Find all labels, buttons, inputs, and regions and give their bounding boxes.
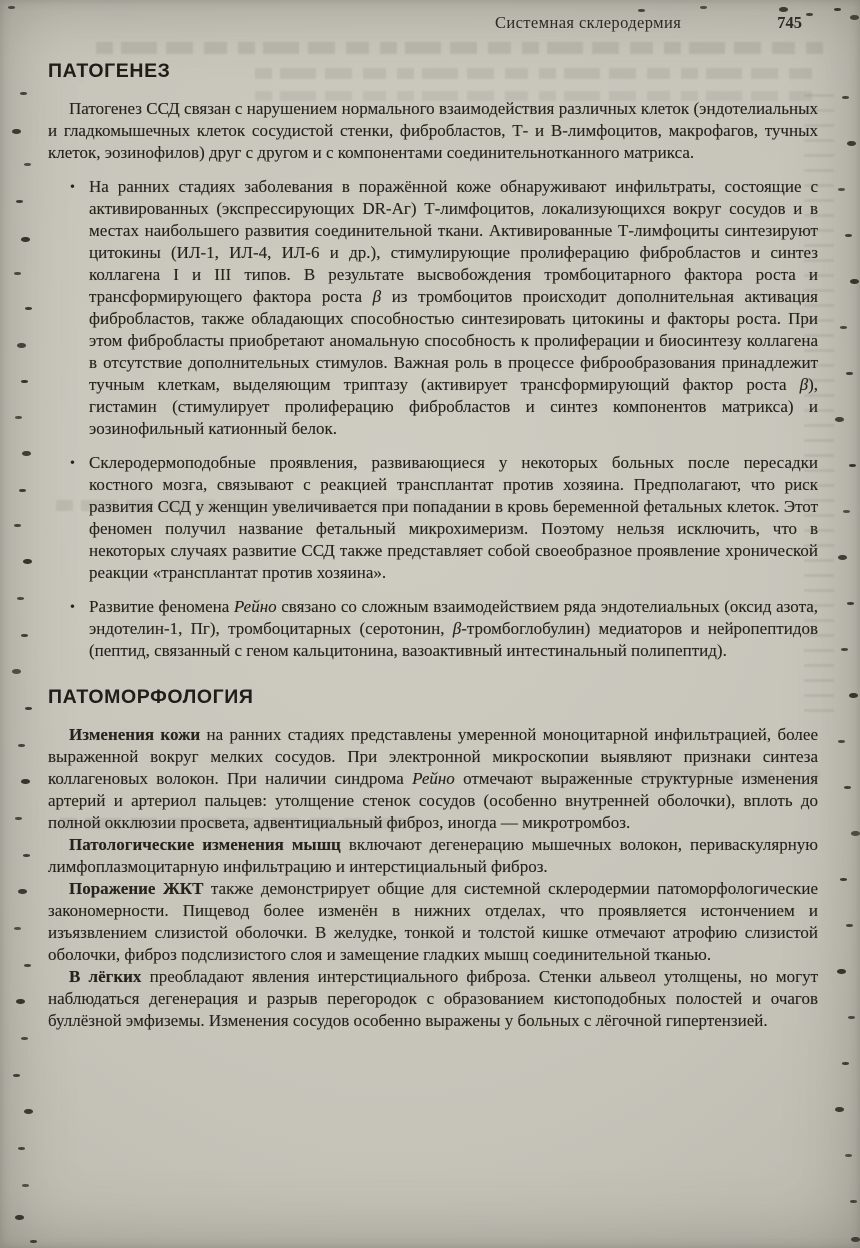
text-run: включают дегенерацию мышечных волокон, периваскулярную лимфоплазмоцитарную инфильтрацию и интерстициальный фиброз. xyxy=(48,835,818,876)
bullet-item xyxy=(48,596,818,662)
text-run: Патологические изменения мышц xyxy=(69,835,341,854)
text-run: Рейно xyxy=(233,597,277,616)
text-run: Склеродермоподобные проявления, развивающиеся у некоторых больных после пересадки костного мозга, связывают с реакцией трансплантат против хозяина. Предполагают, что риск развития ССД у женщин увеличивается при попадании в кровь беременной фетальных клеток. Этот феномен получил название фетальный микрохимеризм. Поэтому нельзя исключить, что в некоторых случаях развитие ССД также представляет собой своеобразное проявление хронической реакции «трансплантат против хозяина». xyxy=(89,453,818,582)
section xyxy=(48,686,818,1032)
text-run: Изменения кожи xyxy=(69,725,201,744)
text-run: В лёгких xyxy=(69,967,142,986)
text-run: β xyxy=(372,287,382,306)
section-heading: ПАТОГЕНЕЗ xyxy=(48,60,171,82)
bullet-item xyxy=(48,452,818,584)
text-body xyxy=(48,60,818,1032)
text-run: β xyxy=(452,619,462,638)
paragraph xyxy=(48,724,818,834)
text-run: Патогенез ССД связан с нарушением нормального взаимодействия различных клеток (эндотелиальных и гладкомышечных клеток сосудистой стенки, фибробластов, Т- и В-лимфоцитов, макрофагов, тучных клеток, эозинофилов) друг с другом и с компонентами соединительнотканного матрикса. xyxy=(48,99,818,162)
bullet-icon: • xyxy=(70,600,75,615)
bullet-icon: • xyxy=(70,456,75,471)
text-run: Поражение ЖКТ xyxy=(69,879,204,898)
text-run: отмечают выраженные структурные изменения артерий и артериол пальцев: утолщение стенок сосудов (особенно внутренней оболочки), вплоть до полной окклюзии просвета, адвентициальный фиброз, иногда — микротромбоз. xyxy=(48,769,819,832)
section xyxy=(48,60,818,662)
text-run: На ранних стадиях заболевания в поражённой коже обнаруживают инфильтраты, состоящие с активированных (экспрессирующих DR-Аг) Т-лимфоцитов, локализующихся вокруг сосудов и в местах наибольшего развития соединительной ткани. Активированные Т-лимфоциты синтезируют цитокины (ИЛ-1, ИЛ-4, ИЛ-6 и др.), стимулирующие пролиферацию фибробластов и синтез коллагена I и III типов. В результате высвобождения тромбоцитарного фактора роста и трансформирующего фактора роста xyxy=(89,177,818,306)
text-run: преобладают явления интерстициального фиброза. Стенки альвеол утолщены, но могут наблюдаться дегенерация и разрыв перегородок с образованием кистоподобных полостей и очагов буллёзной эмфиземы. Изменения сосудов особенно выражены у больных с лёгочной гипертензией. xyxy=(48,967,818,1030)
page-number: 745 xyxy=(777,13,802,32)
bullet-item xyxy=(48,176,818,440)
text-run: Развитие феномена xyxy=(89,597,234,616)
text-run: из тромбоцитов происходит дополнительная активация фибробластов, также обладающих способностью синтезировать цитокины и факторы роста. При этом фибробласты приобретают аномальную способность к пролиферации и биосинтезу коллагена в отсутствие дополнительных стимулов. Важная роль в процессе фиброобразования принадлежит тучным клеткам, выделяющим триптазу (активирует трансформирующий фактор роста xyxy=(89,287,818,394)
text-run: также демонстрирует общие для системной склеродермии патоморфологические закономерности. Пищевод более изменён в нижних отделах, что проявляется истончением и изъязвлением слизистой оболочки. В желудке, тонкой и толстой кишке отмечают атрофию слизистой оболочки, фиброз подслизистого слоя и замещение гладких мышц соединительной тканью. xyxy=(48,879,818,964)
paragraph xyxy=(48,878,818,966)
section-heading: ПАТОМОРФОЛОГИЯ xyxy=(48,686,254,708)
paragraph xyxy=(48,834,818,878)
scan-noise xyxy=(0,0,7,3)
bullet-icon: • xyxy=(70,180,75,195)
running-title: Системная склеродермия xyxy=(494,13,682,32)
text-run: -тромбоглобулин) медиаторов и нейропептидов (пептид, связанный с геном кальцитонина, вазоактивный интестинальный полипептид). xyxy=(89,619,818,660)
text-run: на ранних стадиях представлены умеренной моноцитарной инфильтрацией, более выраженной вокруг мелких сосудов. При электронной микроскопии выявляют признаки синтеза коллагеновых волокон. При наличии синдрома xyxy=(48,725,818,788)
paragraph xyxy=(48,966,818,1032)
paragraph xyxy=(48,98,818,164)
page-content xyxy=(48,13,818,1032)
text-run: β xyxy=(799,375,809,394)
text-run: Рейно xyxy=(412,769,455,788)
text-run: ), гистамин (стимулирует пролиферацию фибробластов и синтез компонентов матрикса) и эозинофильный катионный белок. xyxy=(89,375,818,438)
text-run: связано со сложным взаимодействием ряда эндотелиальных (оксид азота, эндотелин-1, Пг), тромбоцитарных (серотонин, xyxy=(89,597,819,638)
page-header xyxy=(48,13,818,33)
